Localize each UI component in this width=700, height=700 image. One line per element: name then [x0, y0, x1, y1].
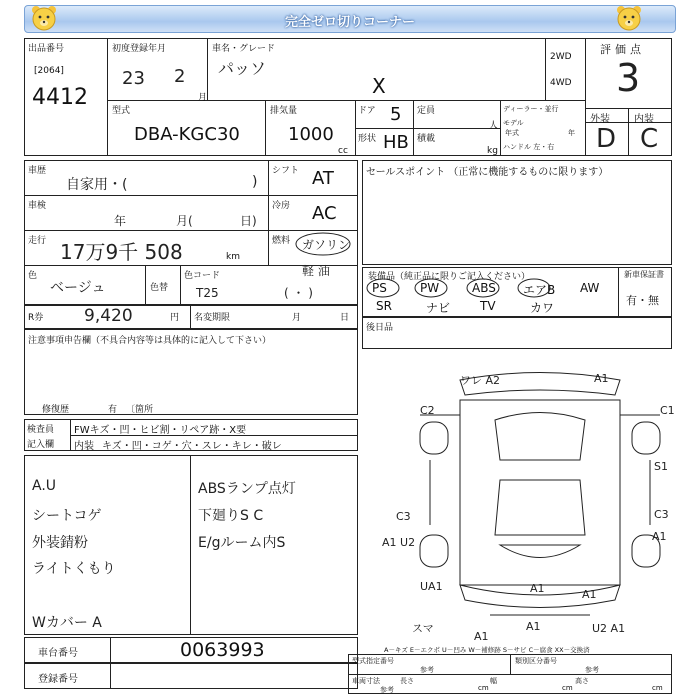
note-left-line: Wカバー A [32, 615, 102, 631]
equipment-item: SR [376, 299, 392, 313]
inspection-day: 日) [240, 214, 257, 228]
inspector-label-2: 記入欄 [27, 440, 55, 450]
damage-mark: C3 [654, 508, 669, 521]
inspector-label-1: 検査員 [27, 425, 55, 435]
recycle-unit: 円 [170, 313, 180, 323]
ref-label-1: 参考 [420, 666, 434, 674]
dealer-model-label: モデル [503, 119, 524, 127]
equipment-circle-icon [466, 278, 500, 298]
equipment-item: ナビ [426, 301, 451, 315]
fuel-gas: ガソリン [302, 238, 351, 252]
mileage-value: 17万9千 508 [60, 240, 183, 264]
usage-close: ) [252, 174, 258, 190]
meigi-month: 月 [292, 313, 302, 323]
score-value: 3 [616, 56, 641, 100]
repair-value: 有 [108, 405, 118, 415]
meigi-day: 日 [340, 313, 350, 323]
width-unit: cm [562, 684, 573, 692]
recycle-value: 9,420 [84, 306, 133, 326]
sales-point-label: セールスポイント （正常に機能するものに限ります） [366, 167, 609, 178]
shape-label: 形状 [358, 134, 377, 144]
header-bar [24, 5, 676, 33]
damage-mark: U2 A1 [592, 622, 626, 635]
warranty-label: 新車保証書 [624, 270, 664, 279]
damage-mark: A1 [530, 582, 545, 595]
equipment-circle-icon [517, 278, 551, 298]
shape-value: HB [383, 132, 409, 153]
shift-label: シフト [272, 166, 300, 176]
note-left-line: シートコゲ [32, 508, 102, 524]
dealer-year-unit: 年 [568, 129, 575, 137]
fuel-paren: ( ・ ) [284, 286, 313, 300]
inspector-row-2: キズ・凹・コゲ・穴・スレ・キレ・破レ [102, 441, 282, 452]
car-damage-diagram [400, 360, 680, 640]
dealer-label: ディーラー・並行 [503, 105, 559, 113]
color-label: 色 [28, 271, 38, 281]
damage-mark: A1 [594, 372, 609, 385]
color-change-label: 色替 [150, 283, 169, 293]
lot-sub: [2064] [34, 66, 64, 76]
capacity-label: 定員 [417, 106, 436, 116]
recycle-label: R券 [28, 313, 44, 323]
mileage-unit: km [226, 252, 240, 262]
equipment-label: 装備品（純正品に限りご記入ください） [368, 272, 531, 282]
mileage-label: 走行 [28, 236, 47, 246]
first-reg-label: 初度登録年月 [112, 44, 167, 54]
inspection-month: 月( [176, 214, 193, 228]
exterior-value: D [596, 124, 617, 154]
displacement-value: 1000 [288, 124, 334, 145]
legend: A－キズ E－エクボ U－凹み W－補修跡 S－サビ C－腐食 XX－交換済 [384, 646, 590, 654]
equipment-item: エアB [523, 283, 556, 297]
inspection-year: 年 [114, 214, 127, 228]
damage-mark: C3 [396, 510, 411, 523]
doors-value: 5 [390, 104, 402, 125]
equipment-item: ABS [472, 281, 496, 295]
note-right-line: 下廻りS C [198, 508, 264, 524]
damage-mark: C2 [420, 404, 435, 417]
damage-mark: スマ [412, 622, 434, 635]
height-unit: cm [652, 684, 663, 692]
drive-2wd: 2WD [550, 52, 572, 62]
bear-mascot-right-icon [615, 4, 643, 32]
damage-mark: UA1 [420, 580, 443, 593]
bear-mascot-left-icon [30, 4, 58, 32]
doors-label: ドア [358, 106, 376, 116]
dealer-year-label: 年式 [505, 129, 519, 137]
load-label: 積載 [417, 134, 436, 144]
damage-mark: A1 U2 [382, 536, 416, 549]
exterior-label: 外装 [590, 114, 610, 125]
fuel-gas-circle-icon [294, 230, 352, 258]
usage-label: 車歴 [28, 166, 47, 176]
interior-label: 内装 [634, 114, 654, 125]
shift-value: AT [312, 168, 334, 189]
note-left-line: 外装錆粉 [32, 535, 88, 551]
width-label: 幅 [490, 677, 497, 685]
color-value: ベージュ [50, 280, 106, 296]
length-label: 長さ [400, 677, 414, 685]
lot-label: 出品番号 [28, 44, 65, 54]
displacement-label: 排気量 [270, 106, 298, 116]
car-name-label: 車名・グレード [212, 44, 276, 54]
note-right-line: ABSランプ点灯 [198, 481, 296, 497]
chassis-value: 0063993 [180, 639, 265, 661]
meigi-label: 名変期限 [194, 313, 231, 323]
equipment-item: TV [480, 299, 496, 313]
color-code-label: 色コード [184, 271, 221, 281]
length-unit: cm [478, 684, 489, 692]
header-title: 完全ゼロ切りコーナー [284, 15, 415, 30]
damage-mark: S1 [654, 460, 668, 473]
attach-section [362, 317, 672, 349]
note-left-line: A.U [32, 478, 57, 494]
load-unit: kg [487, 146, 498, 156]
damage-mark: A1 [474, 630, 489, 643]
ref-label-2: 参考 [585, 666, 599, 674]
first-reg-month-unit: 月 [198, 93, 208, 103]
warranty-value: 有・無 [626, 294, 659, 307]
car-grade: X [372, 74, 386, 98]
model-value: DBA-KGC30 [134, 124, 240, 145]
size-label: 車両寸法 [352, 677, 380, 685]
damage-mark: C1 [660, 404, 675, 417]
drive-4wd: 4WD [550, 78, 572, 88]
ac-label: 冷房 [272, 201, 291, 211]
size-ref: 参考 [380, 686, 394, 694]
usage-value: 自家用・( [66, 177, 128, 193]
attach-label: 後日品 [366, 323, 394, 333]
capacity-unit: 人 [489, 121, 499, 131]
displacement-unit: cc [338, 146, 348, 156]
reg-label: 登録番号 [38, 674, 78, 685]
interior-value: C [640, 124, 659, 154]
equipment-item: カワ [530, 301, 555, 315]
ac-value: AC [312, 203, 337, 224]
first-reg-year: 23 [122, 68, 145, 89]
dealer-handle-label: ハンドル 左・右 [503, 143, 555, 151]
note-right-line: E/gルーム内S [198, 535, 286, 551]
equipment-circle-icon [414, 278, 448, 298]
damage-mark: A1 [526, 620, 541, 633]
inspector-row-1: FWキズ・凹・ヒビ割・リペア跡・X要 [74, 425, 247, 436]
damage-mark: A1 [582, 588, 597, 601]
inspection-label: 車検 [28, 201, 47, 211]
height-label: 高さ [575, 677, 589, 685]
damage-mark: ワレ A2 [460, 374, 501, 387]
fuel-label: 燃料 [272, 236, 291, 246]
color-code: T25 [196, 286, 219, 300]
equipment-circle-icon [366, 278, 400, 298]
type-spec-label: 型式指定番号 [352, 657, 394, 665]
notes-label: 注意事項申告欄（不具合内容等は具体的に記入して下さい） [28, 336, 272, 346]
damage-mark: A1 [652, 530, 667, 543]
score-label: 評価点 [600, 43, 645, 56]
car-name: パッソ [218, 59, 267, 78]
equipment-item: PW [420, 281, 440, 295]
inspector-row-2-label: 内装 [74, 441, 94, 452]
top-section [24, 38, 672, 156]
fuel-diesel: 軽 油 [302, 264, 330, 278]
repair-label: 修復歴 [42, 405, 70, 415]
note-left-line: ライトくもり [32, 561, 116, 577]
model-label: 型式 [112, 106, 131, 116]
recycle-row [24, 305, 358, 329]
lot-number: 4412 [32, 85, 88, 110]
first-reg-month: 2 [174, 66, 186, 87]
equipment-item: AW [580, 281, 600, 295]
chassis-label: 車台番号 [38, 648, 78, 659]
equipment-item: PS [372, 281, 387, 295]
class-label: 類別区分番号 [515, 657, 557, 665]
repair-place: 〔箇所 [126, 405, 154, 415]
